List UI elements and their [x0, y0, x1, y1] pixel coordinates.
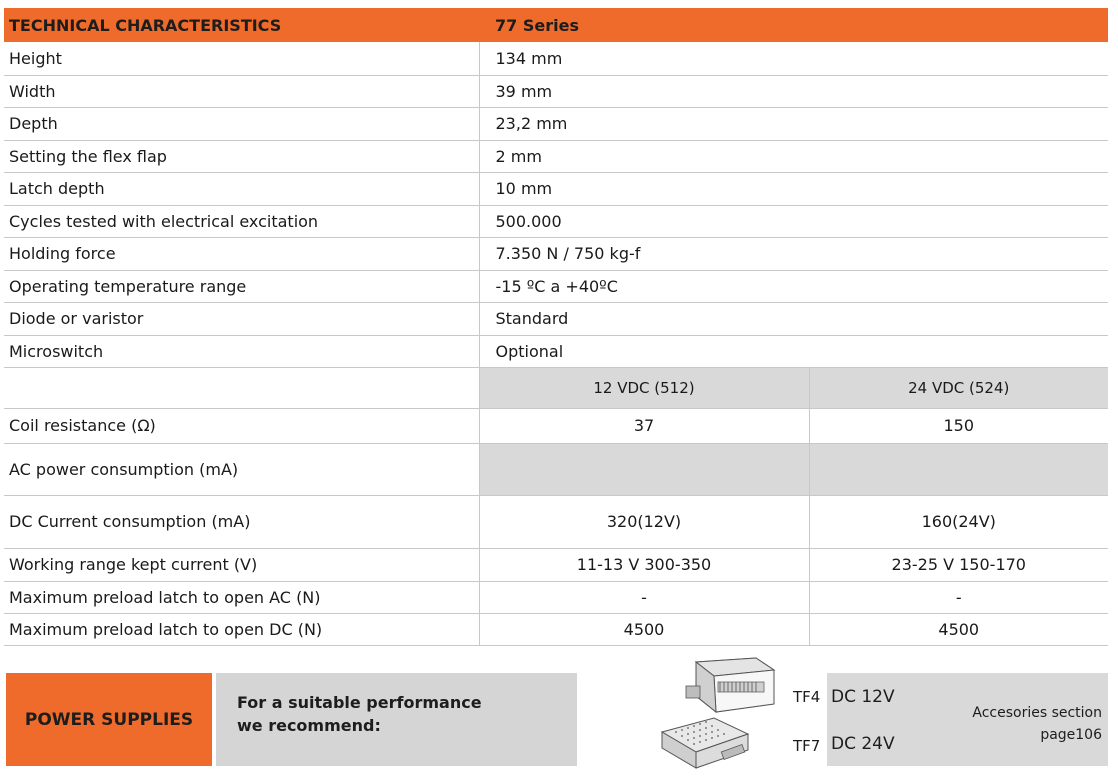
spec-value: Optional: [479, 335, 1108, 367]
variant-header-row: [4, 367, 1108, 408]
electrical-row: [4, 495, 1108, 548]
enclosed-supply-icon: [662, 718, 748, 768]
electrical-label: Maximum preload latch to open AC (N): [4, 581, 479, 613]
electrical-label: Working range kept current (V): [4, 548, 479, 581]
spec-label: Setting the flex flap: [4, 140, 479, 172]
electrical-value-12v: 11-13 V 300-350: [479, 548, 809, 581]
electrical-value-24v: -: [809, 581, 1108, 613]
spec-value: -15 ºC a +40ºC: [479, 270, 1108, 302]
spec-value: 39 mm: [479, 75, 1108, 107]
spec-value: 7.350 N / 750 kg-f: [479, 237, 1108, 270]
spec-label: Operating temperature range: [4, 270, 479, 302]
technical-characteristics-table: [4, 8, 1108, 646]
spec-label: Cycles tested with electrical excitation: [4, 205, 479, 237]
spec-label: Height: [4, 42, 479, 75]
din-module-icon: [686, 658, 774, 712]
spec-row: [4, 237, 1108, 270]
spec-label: Latch depth: [4, 172, 479, 205]
power-supply-devices-image: [656, 656, 790, 772]
variant-24vdc: 24 VDC (524): [809, 367, 1108, 408]
spec-label: Microswitch: [4, 335, 479, 367]
electrical-row: [4, 408, 1108, 443]
electrical-label: AC power consumption (mA): [4, 443, 479, 495]
accessories-box: [827, 673, 1108, 766]
spec-row: [4, 270, 1108, 302]
electrical-row: [4, 548, 1108, 581]
spec-row: [4, 75, 1108, 107]
electrical-row: [4, 581, 1108, 613]
electrical-row: [4, 443, 1108, 495]
power-supplies-label: POWER SUPPLIES: [6, 673, 212, 766]
spec-value: 134 mm: [479, 42, 1108, 75]
electrical-label: Maximum preload latch to open DC (N): [4, 613, 479, 645]
spec-label: Holding force: [4, 237, 479, 270]
supply-code-tf4: TF4: [793, 688, 821, 706]
table-title: TECHNICAL CHARACTERISTICS: [4, 8, 479, 42]
electrical-value-24v: 160(24V): [809, 495, 1108, 548]
spec-value: Standard: [479, 302, 1108, 335]
electrical-value-24v: 150: [809, 408, 1108, 443]
spec-value: 2 mm: [479, 140, 1108, 172]
spec-value: 10 mm: [479, 172, 1108, 205]
electrical-row: [4, 613, 1108, 645]
spec-row: [4, 335, 1108, 367]
electrical-value-24v: 4500: [809, 613, 1108, 645]
supply-code-tf7: TF7: [793, 737, 821, 755]
accessories-page-label: page106: [1040, 727, 1102, 743]
supply-value-tf4: DC 12V: [831, 687, 895, 707]
spec-row: [4, 205, 1108, 237]
electrical-label: Coil resistance (Ω): [4, 408, 479, 443]
recommend-line-2: we recommend:: [237, 716, 381, 735]
electrical-value-12v: 4500: [479, 613, 809, 645]
electrical-value-24v: [809, 443, 1108, 495]
spec-row: [4, 172, 1108, 205]
electrical-value-12v: [479, 443, 809, 495]
electrical-value-12v: 37: [479, 408, 809, 443]
electrical-label: DC Current consumption (mA): [4, 495, 479, 548]
spec-value: 500.000: [479, 205, 1108, 237]
spec-row: [4, 140, 1108, 172]
spec-label: Width: [4, 75, 479, 107]
empty-cell: [4, 367, 479, 408]
electrical-value-12v: -: [479, 581, 809, 613]
electrical-value-12v: 320(12V): [479, 495, 809, 548]
spec-label: Diode or varistor: [4, 302, 479, 335]
spec-row: [4, 107, 1108, 140]
table-header-row: [4, 8, 1108, 42]
supply-value-tf7: DC 24V: [831, 734, 895, 754]
series-title: 77 Series: [479, 8, 1108, 42]
accessories-section-label: Accesories section: [972, 705, 1102, 721]
spec-row: [4, 302, 1108, 335]
recommend-line-1: For a suitable performance: [237, 693, 482, 712]
recommendation-box: [216, 673, 577, 766]
spec-label: Depth: [4, 107, 479, 140]
variant-12vdc: 12 VDC (512): [479, 367, 809, 408]
spec-value: 23,2 mm: [479, 107, 1108, 140]
spec-row: [4, 42, 1108, 75]
electrical-value-24v: 23-25 V 150-170: [809, 548, 1108, 581]
